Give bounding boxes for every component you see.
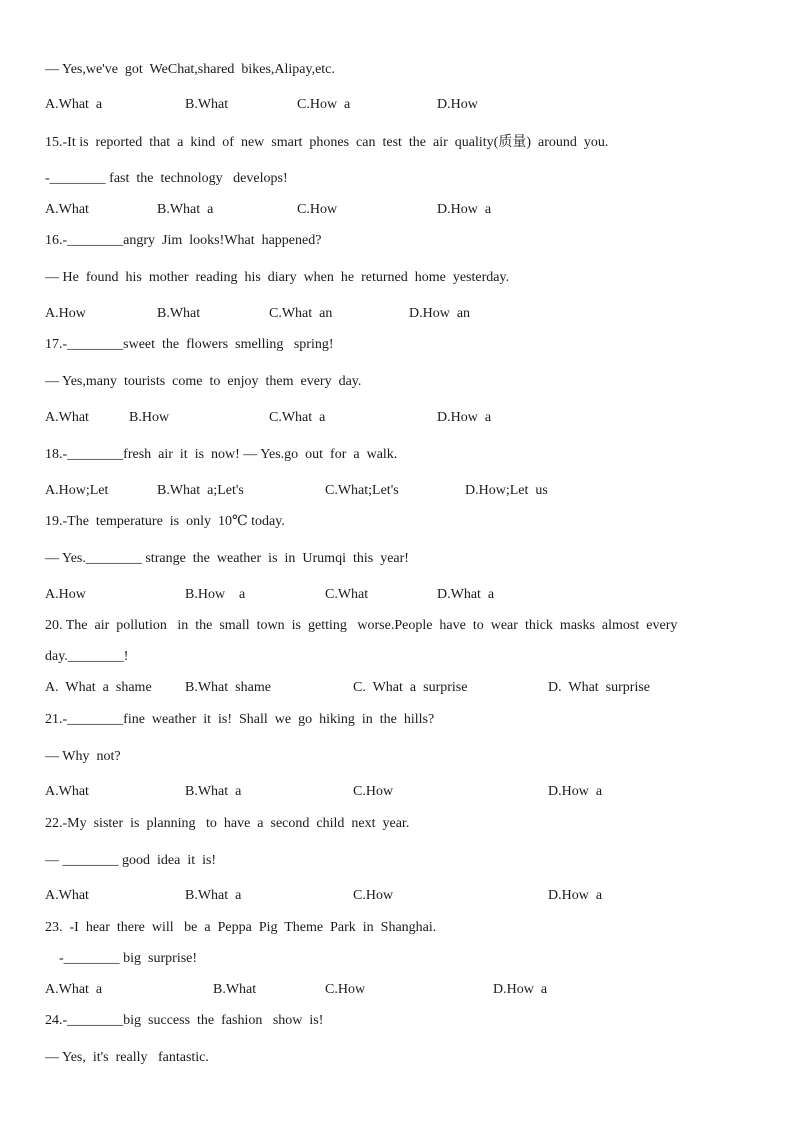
option-d: D.How a	[437, 202, 492, 217]
option-a: A.What a	[45, 982, 103, 997]
q18-options	[0, 482, 794, 500]
option-b: B.What a	[157, 202, 214, 217]
option-a: A.What	[45, 410, 89, 425]
q21-options	[0, 783, 794, 801]
q21-answer-line: — Why not?	[45, 749, 121, 764]
q22-stem: 22.-My sister is planning to have a second child next year.	[45, 816, 410, 831]
option-d: D. What surprise	[548, 680, 650, 695]
option-b: B.How a	[185, 587, 246, 602]
option-d: D.How an	[409, 306, 471, 321]
option-d: D.What a	[437, 587, 495, 602]
q18-stem: 18.-________fresh air it is now! — Yes.go out for a walk.	[45, 447, 398, 462]
q16-stem: 16.-________angry Jim looks!What happened?	[45, 233, 322, 248]
option-b: B.What shame	[185, 680, 271, 695]
option-d: D.How	[437, 97, 478, 112]
q24-answer-line: — Yes, it's really fantastic.	[45, 1050, 209, 1065]
option-a: A. What a shame	[45, 680, 152, 695]
q17-answer-line: — Yes,many tourists come to enjoy them every day.	[45, 374, 362, 389]
option-b: B.What	[185, 97, 229, 112]
q22-answer-line: — ________ good idea it is!	[45, 853, 217, 868]
q14-options	[0, 96, 794, 114]
option-c: C.What	[325, 587, 369, 602]
q19-answer-line: — Yes.________ strange the weather is in Urumqi this year!	[45, 551, 409, 566]
q23-answer-line: -________ big surprise!	[45, 951, 198, 966]
option-c: C. What a surprise	[353, 680, 468, 695]
option-a: A.How	[45, 306, 86, 321]
q20-stem: 20. The air pollution in the small town is getting worse.People have to wear thick masks almost every	[45, 618, 678, 633]
q20-blank-line: day.________!	[45, 649, 129, 664]
option-d: D.How a	[437, 410, 492, 425]
option-a: A.What	[45, 888, 89, 903]
q23-stem: 23. -I hear there will be a Peppa Pig Theme Park in Shanghai.	[45, 920, 437, 935]
option-c: C.How	[353, 784, 394, 799]
option-c: C.How	[325, 982, 366, 997]
option-b: B.What	[213, 982, 257, 997]
option-a: A.What a	[45, 97, 103, 112]
q16-options	[0, 305, 794, 323]
q17-stem: 17.-________sweet the flowers smelling spring!	[45, 337, 334, 352]
option-b: B.What a	[185, 784, 242, 799]
option-a: A.What	[45, 784, 89, 799]
q17-options	[0, 409, 794, 427]
q19-stem: 19.-The temperature is only 10℃ today.	[45, 514, 285, 529]
option-a: A.What	[45, 202, 89, 217]
option-b: B.What a;Let's	[157, 483, 244, 498]
option-d: D.How a	[493, 982, 548, 997]
option-c: C.What a	[269, 410, 326, 425]
q15-blank-line: -________ fast the technology develops!	[45, 171, 288, 186]
option-d: D.How a	[548, 888, 603, 903]
q15-options	[0, 201, 794, 219]
option-b: B.What	[157, 306, 201, 321]
q14-answer-line: — Yes,we've got WeChat,shared bikes,Alipay,etc.	[45, 62, 335, 77]
option-a: A.How;Let	[45, 483, 109, 498]
option-b: B.What a	[185, 888, 242, 903]
option-d: D.How a	[548, 784, 603, 799]
q22-options	[0, 887, 794, 905]
option-c: C.What an	[269, 306, 333, 321]
q16-answer-line: — He found his mother reading his diary when he returned home yesterday.	[45, 270, 510, 285]
q20-options	[0, 679, 794, 697]
q15-stem: 15.-It is reported that a kind of new smart phones can test the air quality(质量) around you.	[45, 135, 609, 150]
q24-stem: 24.-________big success the fashion show is!	[45, 1013, 324, 1028]
option-b: B.How	[129, 410, 170, 425]
option-d: D.How;Let us	[465, 483, 548, 498]
q21-stem: 21.-________fine weather it is! Shall we go hiking in the hills?	[45, 712, 435, 727]
option-c: C.How a	[297, 97, 351, 112]
option-c: C.What;Let's	[325, 483, 399, 498]
option-c: C.How	[353, 888, 394, 903]
option-c: C.How	[297, 202, 338, 217]
q23-options	[0, 981, 794, 999]
option-a: A.How	[45, 587, 86, 602]
q19-options	[0, 586, 794, 604]
